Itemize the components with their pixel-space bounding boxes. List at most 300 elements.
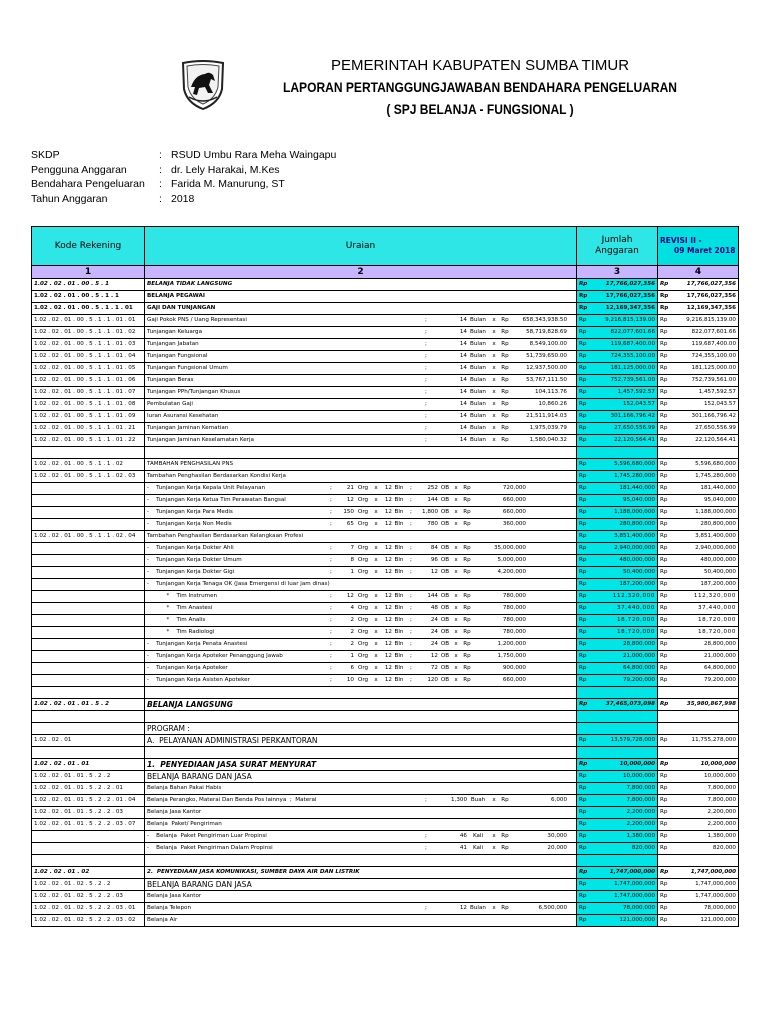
currency-label: Rp (579, 557, 587, 563)
uraian (145, 459, 577, 471)
detail-bu: Bln (394, 545, 404, 551)
detail-x: x (492, 353, 496, 359)
kode-rekening (32, 723, 145, 735)
jumlah-anggaran (577, 495, 658, 507)
jumlah-value: 79,200,000 (622, 677, 655, 683)
revisi-value: 95,040,000 (703, 497, 736, 503)
detail-c: ; (425, 425, 427, 431)
jumlah-anggaran (577, 543, 658, 555)
uraian (145, 783, 577, 795)
detail-unit: Bulan (470, 353, 486, 359)
currency-label: Rp (579, 701, 588, 707)
jumlah-value: 480,000,000 (619, 557, 655, 563)
table-row (32, 663, 739, 675)
detail-c: ; (330, 629, 332, 635)
uraian (145, 807, 577, 819)
detail-x: x (454, 485, 458, 491)
detail-bu: Bln (394, 677, 404, 683)
table-row (32, 279, 739, 291)
detail-unit: OB (440, 569, 450, 575)
detail-unit: OB (440, 593, 450, 599)
detail-b: 12 (384, 485, 392, 491)
jumlah-anggaran (577, 399, 658, 411)
detail-x1: x (374, 485, 378, 491)
uraian-text: Belanja Air (147, 917, 178, 923)
uraian-text: Tunjangan Fungsional Umum (147, 365, 228, 371)
kode-rekening (32, 831, 145, 843)
revisi-value: 752,739,561.00 (691, 377, 736, 383)
government-title: PEMERINTAH KABUPATEN SUMBA TIMUR (330, 57, 630, 74)
uraian (145, 843, 577, 855)
revisi-anggaran (658, 387, 739, 399)
jumlah-anggaran (577, 651, 658, 663)
detail-price: 360,000 (502, 521, 526, 527)
kode-rekening: 1.02 . 02 . 01 . 02 . 5 . 2 . 2 (32, 879, 145, 891)
currency-label: Rp (660, 893, 668, 899)
jumlah-value: 27,650,556.99 (614, 425, 655, 431)
uraian-text: BELANJA TIDAK LANGSUNG (147, 281, 233, 287)
detail-prp: Rp (501, 797, 509, 803)
jumlah-anggaran (577, 423, 658, 435)
jumlah-anggaran (577, 831, 658, 843)
revisi-anggaran (658, 735, 739, 747)
table-spacer-row (32, 747, 739, 759)
detail-x1: x (374, 653, 378, 659)
detail-x: x (492, 389, 496, 395)
detail-b: 12 (384, 557, 392, 563)
detail-c2: ; (410, 665, 412, 671)
detail-c: ; (425, 401, 427, 407)
currency-label: Rp (660, 281, 669, 287)
detail-unit: OB (440, 497, 450, 503)
jumlah-anggaran (577, 843, 658, 855)
uraian-text: BELANJA BARANG DAN JASA (147, 772, 252, 781)
currency-label: Rp (660, 521, 668, 527)
detail-x: x (492, 365, 496, 371)
uraian (145, 423, 577, 435)
currency-label: Rp (660, 785, 668, 791)
revisi-value: 152,043.57 (703, 401, 736, 407)
revisi-anggaran (658, 699, 739, 711)
detail-c: ; (330, 653, 332, 659)
revisi-anggaran (658, 423, 739, 435)
detail-au: Org (357, 665, 369, 671)
detail-a: 7 (350, 545, 354, 551)
uraian (145, 879, 577, 891)
detail-price: 658,343,938.50 (522, 317, 567, 323)
currency-label: Rp (660, 905, 668, 911)
detail-unit: OB (440, 629, 450, 635)
currency-label: Rp (579, 317, 587, 323)
currency-label: Rp (579, 293, 588, 299)
uraian-text: Belanja Jasa Kantor (147, 893, 202, 899)
detail-c: ; (330, 617, 332, 623)
uraian-text: BELANJA BARANG DAN JASA (147, 880, 252, 889)
uraian-text: Belanja Jasa Kantor (147, 809, 202, 815)
uraian-text: - Tunjangan Kerja Ketua Tim Perawatan Bangsal (147, 497, 286, 503)
detail-c: ; (425, 317, 427, 323)
detail-unit: Bulan (470, 389, 486, 395)
detail-c2: ; (410, 545, 412, 551)
info-value: 2018 (171, 192, 195, 205)
revisi-anggaran (658, 867, 739, 879)
detail-price: 660,000 (502, 497, 526, 503)
jumlah-anggaran (577, 699, 658, 711)
detail-bu: Bln (394, 569, 404, 575)
jumlah-anggaran (577, 387, 658, 399)
detail-unit: Bulan (470, 365, 486, 371)
currency-label: Rp (660, 293, 669, 299)
currency-label: Rp (660, 413, 668, 419)
jumlah-value: 18,720,000 (616, 617, 655, 623)
jumlah-anggaran (577, 363, 658, 375)
detail-x: x (454, 605, 458, 611)
jumlah-anggaran (577, 891, 658, 903)
detail-unit: OB (440, 617, 450, 623)
uraian (145, 627, 577, 639)
detail-price: 780,000 (502, 617, 526, 623)
detail-x: x (492, 329, 496, 335)
detail-q: 14 (459, 365, 467, 371)
jumlah-anggaran (577, 639, 658, 651)
currency-label: Rp (579, 785, 587, 791)
detail-q: 14 (459, 341, 467, 347)
currency-label: Rp (579, 797, 587, 803)
currency-label: Rp (660, 773, 668, 779)
uraian-text: - Tunjangan Kerja Dokter Gigi (147, 569, 235, 575)
revisi-value: 1,747,000,000 (695, 893, 736, 899)
column-number-row (32, 266, 739, 279)
kode-rekening: 1.02 . 02 . 01 . 00 . 5 . 1 . 1 . 01 . 04 (32, 351, 145, 363)
currency-label: Rp (660, 401, 668, 407)
table-row (32, 399, 739, 411)
currency-label: Rp (579, 581, 587, 587)
revisi-value: 28,800,000 (703, 641, 736, 647)
kode-rekening: 1.02 . 02 . 01 . 01 . 5 . 2 . 2 . 01 . 04 (32, 795, 145, 807)
kode-rekening: 1.02 . 02 . 01 . 00 . 5 . 1 . 1 . 02 (32, 459, 145, 471)
info-key: Tahun Anggaran (31, 192, 108, 205)
currency-label: Rp (660, 365, 668, 371)
uraian-text: GAJI DAN TUNJANGAN (147, 305, 216, 311)
detail-prp: Rp (463, 605, 471, 611)
info-colon: : (159, 149, 162, 161)
jumlah-value: 1,747,000,000 (614, 881, 655, 887)
detail-prp: Rp (501, 389, 509, 395)
jumlah-value: 181,440,000 (619, 485, 655, 491)
kode-rekening (32, 567, 145, 579)
detail-b: 12 (384, 497, 392, 503)
table-spacer-row (32, 447, 739, 459)
jumlah-anggaran (577, 567, 658, 579)
jumlah-value: 21,000,000 (622, 653, 655, 659)
table-row (32, 771, 739, 783)
detail-c: ; (330, 557, 332, 563)
revisi-anggaran (658, 303, 739, 315)
currency-label: Rp (579, 473, 587, 479)
detail-c2: ; (410, 617, 412, 623)
detail-c: ; (425, 413, 427, 419)
detail-x: x (492, 833, 496, 839)
currency-label: Rp (579, 605, 587, 611)
kode-rekening (32, 579, 145, 591)
currency-label: Rp (579, 569, 587, 575)
detail-unit: Buah (470, 797, 486, 803)
uraian (145, 363, 577, 375)
currency-label: Rp (579, 773, 587, 779)
revisi-value: 820,000 (712, 845, 736, 851)
revisi-anggaran (658, 411, 739, 423)
table-row (32, 795, 739, 807)
uraian-text: Tunjangan Jabatan (147, 341, 199, 347)
detail-x: x (454, 617, 458, 623)
detail-x: x (492, 413, 496, 419)
revisi-anggaran (658, 891, 739, 903)
revisi-anggaran (658, 531, 739, 543)
jumlah-anggaran (577, 903, 658, 915)
revisi-value: 11,755,278,000 (691, 737, 736, 743)
jumlah-value: 822,077,601.66 (610, 329, 655, 335)
column-number: 2 (145, 266, 577, 279)
currency-label: Rp (579, 341, 587, 347)
revisi-anggaran (658, 315, 739, 327)
currency-label: Rp (660, 677, 668, 683)
table-row (32, 759, 739, 771)
kode-rekening: 1.02 . 02 . 01 . 00 . 5 . 1 . 1 . 01 . 01 (32, 315, 145, 327)
detail-au: Org (357, 629, 369, 635)
uraian (145, 663, 577, 675)
table-row (32, 351, 739, 363)
jumlah-value: 22,120,564.41 (614, 437, 655, 443)
currency-label: Rp (660, 641, 668, 647)
kode-rekening (32, 843, 145, 855)
kode-rekening (32, 519, 145, 531)
detail-b: 12 (384, 545, 392, 551)
jumlah-value: 78,000,000 (622, 905, 655, 911)
currency-label: Rp (579, 737, 587, 743)
detail-price: 780,000 (502, 629, 526, 635)
info-row (31, 148, 336, 163)
kode-rekening: 1.02 . 02 . 01 . 01 . 5 . 2 . 2 (32, 771, 145, 783)
currency-label: Rp (579, 497, 587, 503)
uraian-text: - Tunjangan Kerja Apoteker Penanggung Jawab (147, 653, 283, 659)
revisi-anggaran (658, 555, 739, 567)
jumlah-anggaran (577, 819, 658, 831)
revisi-value: 78,000,000 (703, 905, 736, 911)
currency-label: Rp (660, 353, 668, 359)
uraian-text: - Tunjangan Kerja Kepala Unit Pelayanan (147, 485, 266, 491)
uraian (145, 279, 577, 291)
jumlah-value: 18,720,000 (616, 629, 655, 635)
table-row (32, 915, 739, 927)
uraian (145, 723, 577, 735)
revisi-value: 1,745,280,000 (695, 473, 736, 479)
currency-label: Rp (660, 701, 669, 707)
revisi-anggaran (658, 603, 739, 615)
jumlah-anggaran (577, 411, 658, 423)
revisi-anggaran (658, 339, 739, 351)
header-revisi: REVISI II - 09 Maret 2018 (658, 227, 739, 266)
kode-rekening: 1.02 . 02 . 01 . 02 . 5 . 2 . 2 . 03 . 02 (32, 915, 145, 927)
uraian (145, 867, 577, 879)
detail-unit: OB (440, 641, 450, 647)
revisi-anggaran (658, 783, 739, 795)
detail-c: ; (425, 797, 427, 803)
detail-price: 104,113.76 (534, 389, 567, 395)
detail-b: 12 (384, 665, 392, 671)
kode-rekening: 1.02 . 02 . 01 . 00 . 5 . 1 . 1 . 01 . 08 (32, 399, 145, 411)
revisi-value: 121,000,000 (700, 917, 736, 923)
kode-rekening (32, 507, 145, 519)
kode-rekening: 1.02 . 02 . 01 . 01 . 5 . 2 . 2 . 01 (32, 783, 145, 795)
kode-rekening: 1.02 . 02 . 01 . 00 . 5 . 1 . 1 . 01 . 22 (32, 435, 145, 447)
table-row (32, 363, 739, 375)
uraian-text: Tunjangan Fungsional (147, 353, 208, 359)
detail-x1: x (374, 677, 378, 683)
detail-x: x (492, 437, 496, 443)
uraian (145, 735, 577, 747)
table-spacer-row (32, 855, 739, 867)
table-row (32, 591, 739, 603)
detail-c: ; (330, 605, 332, 611)
uraian (145, 903, 577, 915)
jumlah-anggaran (577, 351, 658, 363)
revisi-value: 35,980,867,998 (686, 701, 736, 707)
detail-c: ; (425, 437, 427, 443)
uraian-text: Belanja Bahan Pakai Habis (147, 785, 222, 791)
detail-q: 24 (430, 617, 438, 623)
detail-a: 1 (350, 653, 354, 659)
currency-label: Rp (660, 473, 668, 479)
detail-x: x (492, 377, 496, 383)
detail-prp: Rp (463, 677, 471, 683)
revisi-anggaran (658, 915, 739, 927)
kode-rekening: 1.02 . 02 . 01 . 00 . 5 . 1 . 1 . 01 . 02 (32, 327, 145, 339)
table-row (32, 483, 739, 495)
detail-b: 12 (384, 653, 392, 659)
revisi-value: 724,355,100.00 (691, 353, 736, 359)
uraian (145, 483, 577, 495)
currency-label: Rp (660, 737, 668, 743)
jumlah-anggaran (577, 675, 658, 687)
detail-c: ; (330, 545, 332, 551)
info-value: Farida M. Manurung, ST (171, 178, 285, 190)
uraian (145, 543, 577, 555)
currency-label: Rp (660, 653, 668, 659)
detail-q: 12 (430, 569, 438, 575)
currency-label: Rp (660, 917, 668, 923)
detail-prp: Rp (501, 377, 509, 383)
currency-label: Rp (660, 425, 668, 431)
detail-x1: x (374, 617, 378, 623)
table-row (32, 603, 739, 615)
detail-c: ; (425, 365, 427, 371)
revisi-value: 3,851,400,000 (695, 533, 736, 539)
table-row (32, 339, 739, 351)
detail-prp: Rp (501, 845, 509, 851)
jumlah-value: 1,747,000,000 (614, 893, 655, 899)
detail-price: 6,000 (550, 797, 567, 803)
currency-label: Rp (579, 593, 587, 599)
uraian (145, 615, 577, 627)
column-number: 4 (658, 266, 739, 279)
detail-prp: Rp (463, 557, 471, 563)
kode-rekening: 1.02 . 02 . 01 . 00 . 5 . 1 . 1 (32, 291, 145, 303)
uraian (145, 891, 577, 903)
kode-rekening (32, 555, 145, 567)
kode-rekening (32, 603, 145, 615)
detail-a: 2 (350, 629, 354, 635)
revisi-anggaran (658, 759, 739, 771)
revisi-anggaran (658, 543, 739, 555)
currency-label: Rp (579, 809, 587, 815)
detail-prp: Rp (463, 653, 471, 659)
detail-unit: OB (440, 677, 450, 683)
jumlah-anggaran (577, 915, 658, 927)
table-row (32, 735, 739, 747)
uraian-text: Pembulatan Gaji (147, 401, 193, 407)
detail-x: x (454, 629, 458, 635)
detail-price: 5,000,000 (497, 557, 526, 563)
jumlah-anggaran (577, 579, 658, 591)
detail-price: 660,000 (502, 509, 526, 515)
jumlah-value: 13,579,728,000 (610, 737, 655, 743)
detail-au: Org (357, 593, 369, 599)
uraian-text: - Tunjangan Kerja Asisten Apoteker (147, 677, 250, 683)
revisi-value: 480,000,000 (700, 557, 736, 563)
uraian-text: Tambahan Penghasilan Berdasarkan Kondisi Kerja (147, 473, 286, 479)
jumlah-anggaran (577, 459, 658, 471)
detail-prp: Rp (463, 665, 471, 671)
detail-prp: Rp (501, 905, 509, 911)
kode-rekening (32, 651, 145, 663)
detail-price: 6,500,000 (538, 905, 567, 911)
table-row (32, 579, 739, 591)
jumlah-anggaran (577, 339, 658, 351)
detail-prp: Rp (501, 833, 509, 839)
revisi-anggaran (658, 375, 739, 387)
uraian-text: TAMBAHAN PENGHASILAN PNS (147, 461, 234, 467)
currency-label: Rp (660, 341, 668, 347)
jumlah-value: 187,200,000 (619, 581, 655, 587)
detail-b: 12 (384, 629, 392, 635)
detail-x: x (492, 425, 496, 431)
jumlah-value: 152,043.57 (622, 401, 655, 407)
jumlah-value: 1,188,000,000 (614, 509, 655, 515)
detail-au: Org (357, 617, 369, 623)
report-subtitle: ( SPJ BELANJA - FUNGSIONAL ) (386, 101, 574, 117)
currency-label: Rp (660, 389, 668, 395)
kode-rekening (32, 627, 145, 639)
detail-b: 12 (384, 605, 392, 611)
table-row (32, 819, 739, 831)
detail-c2: ; (410, 653, 412, 659)
revisi-value: 2,200,000 (707, 809, 736, 815)
detail-q: 46 (459, 833, 467, 839)
currency-label: Rp (579, 665, 587, 671)
revisi-value: 181,125,000.00 (691, 365, 736, 371)
uraian-text: - Tunjangan Kerja Dokter Ahli (147, 545, 234, 551)
kode-rekening: 1.02 . 02 . 01 . 00 . 5 . 1 . 1 . 02 . 03 (32, 471, 145, 483)
kode-rekening: 1.02 . 02 . 01 . 00 . 5 . 1 . 1 . 02 . 04 (32, 531, 145, 543)
detail-a: 12 (346, 593, 354, 599)
jumlah-value: 820,000 (631, 845, 655, 851)
detail-c: ; (330, 485, 332, 491)
table-header-row (32, 227, 739, 266)
detail-c: ; (425, 389, 427, 395)
jumlah-anggaran (577, 807, 658, 819)
kabupaten-emblem-icon (175, 57, 231, 113)
info-key: Bendahara Pengeluaran (31, 178, 145, 190)
